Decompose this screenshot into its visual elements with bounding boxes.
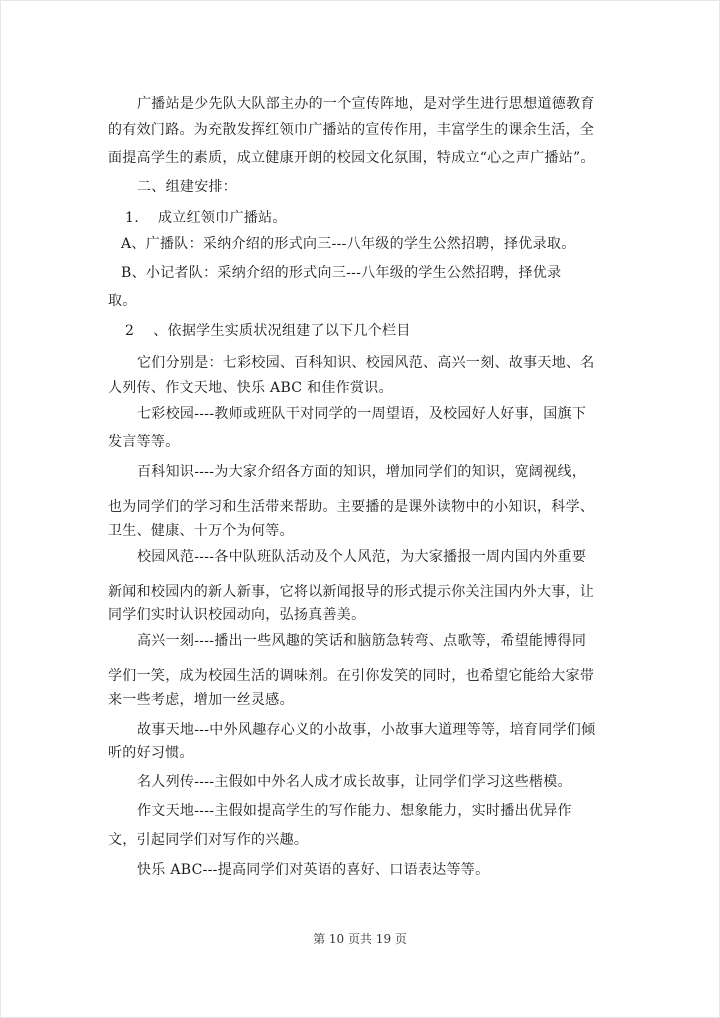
text-line: 来一些考虑，增加一丝灵感。: [108, 692, 294, 708]
section-heading: 二、组建安排：: [137, 179, 238, 195]
text-line: 的有效门路。为充散发挥红领巾广播站的宣传作用，丰富学生的课余生活，全: [108, 122, 595, 138]
text-line: 学们一笑，成为校园生活的调味剂。在引你发笑的同时，也希望它能给大家带: [108, 668, 595, 684]
text-line: 取。: [108, 293, 137, 309]
text-line: 高兴一刻----播出一些风趣的笑话和脑筋急转弯、点歌等，希望能博得同: [137, 633, 587, 649]
text-line: 也为同学们的学习和生活带来帮助。主要播的是课外读物中的小知识，科学、: [108, 499, 595, 515]
text-line: 作文天地----主假如提高学生的写作能力、想象能力，实时播出优异作: [137, 803, 572, 819]
text-line: 发言等等。: [108, 434, 180, 450]
text-line: 2 、依据学生实质状况组建了以下几个栏目: [125, 323, 411, 339]
text-line: 它们分别是：七彩校园、百科知识、校园风范、高兴一刻、故事天地、名: [137, 355, 595, 371]
text-line: A、广播队：采纳介绍的形式向三---八年级的学生公然招聘，择优录取。: [121, 236, 576, 252]
text-line: 1. 成立红领巾广播站。: [125, 210, 287, 226]
text-line: 人列传、作文天地、快乐 ABC 和佳作赏识。: [108, 380, 393, 396]
text-line: B、小记者队：采纳介绍的形式向三---八年级的学生公然招聘，择优录: [121, 265, 562, 281]
text-line: 听的好习惯。: [108, 745, 194, 761]
text-line: 文，引起同学们对写作的兴趣。: [108, 832, 309, 848]
text-line: 快乐 ABC---提高同学们对英语的喜好、口语表达等等。: [137, 862, 490, 878]
text-line: 卫生、健康、十万个为何等。: [108, 523, 294, 539]
text-line: 新闻和校园内的新人新事，它将以新闻报导的形式提示你关注国内外大事，让: [108, 584, 595, 600]
page-number: 第 10 页共 19 页: [313, 932, 407, 946]
text-line: 七彩校园----教师或班队干对同学的一周望语，及校园好人好事，国旗下: [137, 406, 587, 422]
text-line: 百科知识----为大家介绍各方面的知识，增加同学们的知识，宽阔视线，: [137, 464, 587, 480]
text-line: 广播站是少先队大队部主办的一个宣传阵地，是对学生进行思想道德教育: [137, 96, 595, 112]
text-line: 同学们实时认识校园动向，弘扬真善美。: [108, 607, 366, 623]
text-line: 名人列传----主假如中外名人成才成长故事，让同学们学习这些楷模。: [137, 774, 572, 790]
text-line: 面提高学生的素质，成立健康开朗的校园文化氛围，特成立“心之声广播站”。: [108, 150, 595, 166]
text-line: 校园风范----各中队班队活动及个人风范，为大家播报一周内国内外重要: [137, 549, 587, 565]
text-line: 故事天地---中外风趣存心义的小故事，小故事大道理等等，培育同学们倾: [137, 722, 596, 738]
